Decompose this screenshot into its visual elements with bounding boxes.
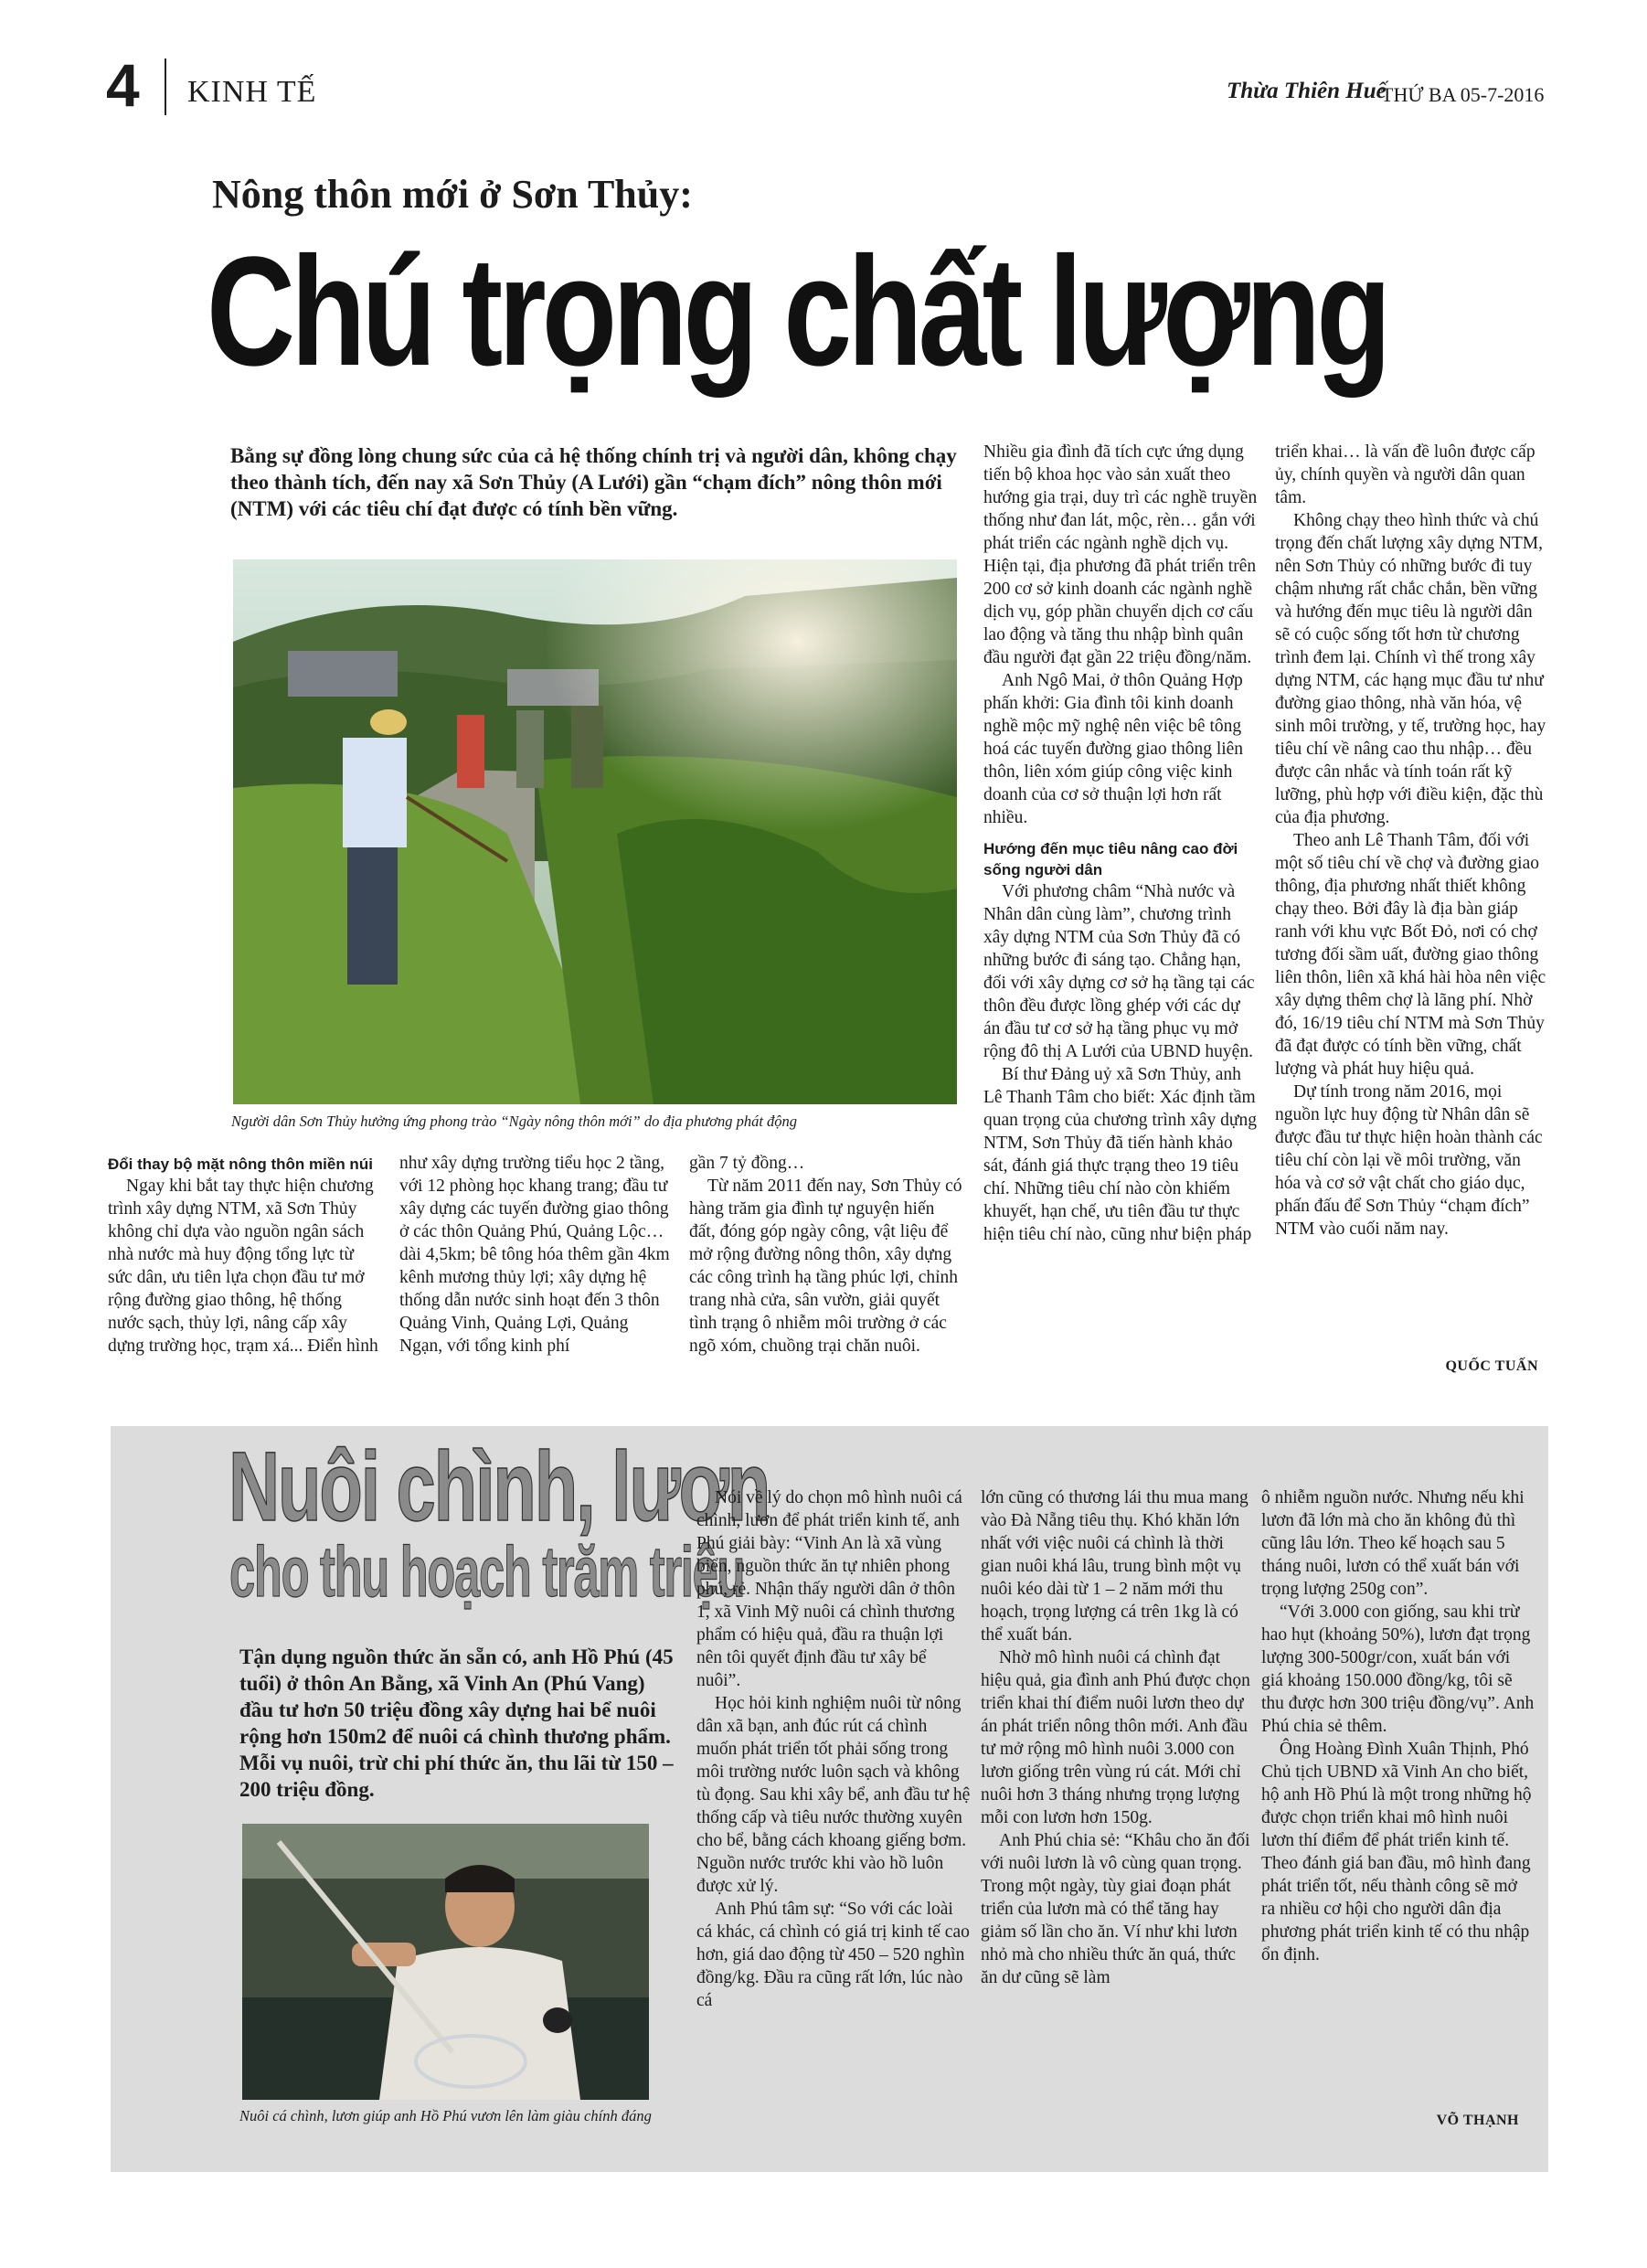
article1-paragraph: Theo anh Lê Thanh Tâm, đối với một số tiêu chí về chợ và đường giao thông, địa phương nhất thiết không chạy theo. Bởi đây là địa bàn giáp ranh với khu vực Bốt Đỏ, nơi có chợ tương đối sầm uất, đường giao thông liên thôn, liên xã khá hài hòa nên việc xây dựng thêm chợ là lãng phí. Nhờ đó, 16/19 tiêu chí NTM mà Sơn Thủy đã đạt được có tính bền vững, chất lượng và phát huy hiệu quả.: [1275, 831, 1546, 1079]
article1-subhead-2: Hướng đến mục tiêu nâng cao đời sống người dân: [983, 840, 1238, 878]
article2-paragraph: lớn cũng có thương lái thu mua mang vào Đà Nẵng tiêu thụ. Khó khăn lớn nhất với việc nuôi cá chình là thời gian nuôi khá lâu, trung bình một vụ nuôi kéo dài từ 1 – 2 năm mới thu hoạch, trọng lượng cá trên 1kg là có thể xuất bán.: [981, 1488, 1249, 1645]
article1-paragraph: Dự tính trong năm 2016, mọi nguồn lực huy động từ Nhân dân sẽ được đầu tư thực hiện hoàn thành các tiêu chí còn lại về môi trường, văn hóa và cơ sở vật chất cho giáo dục, phấn đấu để Sơn Thủy “chạm đích” NTM vào cuối năm nay.: [1275, 1082, 1543, 1239]
article1-paragraph: gần 7 tỷ đồng…: [689, 1154, 805, 1173]
article1-lead: Bằng sự đồng lòng chung sức của cả hệ thống chính trị và người dân, không chạy theo thành tích, đến nay xã Sơn Thủy (A Lưới) gần “chạm đích” nông thôn mới (NTM) với các tiêu chí đạt được có tính bền vững.: [230, 444, 957, 520]
eel-farmer-image: [242, 1824, 649, 2100]
article2-paragraph: Anh Phú tâm sự: “So với các loài cá khác, cá chình có giá trị kinh tế cao hơn, giá dao động từ 450 – 520 nghìn đồng/kg. Đầu ra cũng rất lớn, lúc nào cá: [696, 1900, 970, 2010]
article1-paragraph: Anh Ngô Mai, ở thôn Quảng Hợp phấn khởi: Gia đình tôi kinh doanh nghề mộc mỹ nghệ nên việc bê tông hoá các tuyến đường giao thông liên thôn, liên xóm giúp công việc kinh doanh của cơ sở thuận lợi hơn rất nhiều.: [983, 671, 1244, 827]
article1-paragraph: triển khai… là vấn đề luôn được cấp ủy, chính quyền và người dân quan tâm.: [1275, 442, 1535, 507]
article1-paragraph: Không chạy theo hình thức và chú trọng đến chất lượng xây dựng NTM, nên Sơn Thủy có những bước đi tuy chậm nhưng rất chắc chắn, bền vững và hướng đến mục tiêu là người dân sẽ có cuộc sống tốt hơn từ chương trình đem lại. Chính vì thế trong xây dựng NTM, các hạng mục đầu tư như đường giao thông, nhà văn hóa, vệ sinh môi trường, y tế, trường học, hay tiêu chí về nâng cao thu nhập… đều được cân nhắc và tính toán rất kỹ lưỡng, phù hợp với điều kiện, đặc thù của địa phương.: [1275, 511, 1546, 827]
article1-photo-caption: Người dân Sơn Thủy hưởng ứng phong trào “Ngày nông thôn mới” do địa phương phát động: [231, 1113, 798, 1130]
article1-byline: QUỐC TUẤN: [1445, 1358, 1538, 1374]
article1-paragraph: như xây dựng trường tiểu học 2 tầng, với 12 phòng học khang trang; đầu tư xây dựng các tuyến đường giao thông ở các thôn Quảng Phú, Quảng Lộc… dài 4,5km; bê tông hóa thêm gần 4km kênh mương thủy lợi; xây dựng hệ thống dẫn nước sinh hoạt đến 3 thôn Quảng Vinh, Quảng Lợi, Quảng Ngạn, với tổng kinh phí: [399, 1154, 670, 1356]
article1-paragraph: Bí thư Đảng uỷ xã Sơn Thủy, anh Lê Thanh Tâm cho biết: Xác định tầm quan trọng của chương trình xây dựng NTM, Sơn Thủy đã tiến hành khảo sát, đánh giá thực trạng theo 19 tiêu chí. Những tiêu chí nào còn khiếm khuyết, hạn chế, ưu tiên đầu tư thực hiện tiêu chí nào, cũng như biện pháp: [983, 1065, 1257, 1244]
article2-photo: [242, 1824, 649, 2100]
article1-column-5: [1275, 441, 1549, 1240]
header-divider: [165, 59, 166, 115]
article1-paragraph: Từ năm 2011 đến nay, Sơn Thủy có hàng trăm gia đình tự nguyện hiến đất, đóng góp ngày công, vật liệu để mở rộng đường nông thôn, xây dựng các công trình hạ tầng phúc lợi, chỉnh trang nhà cửa, sân vườn, giải quyết tình trạng ô nhiễm môi trường ở các ngõ xóm, chuồng trại chăn nuôi.: [689, 1177, 962, 1356]
article1-kicker: Nông thôn mới ở Sơn Thủy:: [212, 172, 693, 217]
article2-column-3: [1261, 1486, 1535, 1966]
article2-lead: Tận dụng nguồn thức ăn sẵn có, anh Hồ Phú (45 tuổi) ở thôn An Bằng, xã Vinh An (Phú Vang) đầu tư hơn 50 triệu đồng xây dựng hai bể nuôi rộng hơn 150m2 để nuôi cá chình thương phẩm. Mỗi vụ nuôi, trừ chi phí thức ăn, thu lãi từ 150 – 200 triệu đồng.: [239, 1645, 674, 1801]
article2-photo-caption: Nuôi cá chình, lươn giúp anh Hồ Phú vươn lên làm giàu chính đáng: [239, 2107, 652, 2124]
article2-paragraph: Nhờ mô hình nuôi cá chình đạt hiệu quả, gia đình anh Phú được chọn triển khai thí điểm nuôi lươn theo dự án phát triển nông thôn mới. Anh đầu tư mở rộng mô hình nuôi 3.000 con lươn giống trên vùng rú cát. Mới chỉ nuôi hơn 3 tháng nhưng trọng lượng mỗi con lươn hơn 150g.: [981, 1648, 1250, 1827]
article1-paragraph: Nhiều gia đình đã tích cực ứng dụng tiến bộ khoa học vào sản xuất theo hướng gia trại, duy trì các nghề truyền thống như đan lát, mộc, rèn… gắn với phát triển các ngành nghề dịch vụ. Hiện tại, địa phương đã phát triển trên 200 cơ sở kinh doanh các ngành nghề dịch vụ, góp phần chuyển dịch cơ cấu lao động và tăng thu nhập bình quân đầu người đạt gần 22 triệu đồng/năm.: [983, 442, 1258, 667]
article2-paragraph: Học hỏi kinh nghiệm nuôi từ nông dân xã bạn, anh đúc rút cá chình muốn phát triển tốt phải sống trong môi trường nước luôn sạch và không tù đọng. Sau khi xây bể, anh đầu tư hệ thống cấp và tiêu nước thường xuyên cho bể, bằng cách khoang giếng bơm. Nguồn nước trước khi vào hồ luôn được xử lý.: [696, 1694, 971, 1896]
article2-paragraph: ô nhiễm nguồn nước. Nhưng nếu khi lươn đã lớn mà cho ăn không đủ thì cũng lâu lớn. Theo kế hoạch sau 5 tháng nuôi, lươn có thể xuất bán với trọng lượng 250g con”.: [1261, 1488, 1525, 1599]
article1-photo: [233, 559, 957, 1104]
issue-date: THỨ BA 05-7-2016: [1381, 83, 1545, 106]
section-name: KINH TẾ: [187, 75, 317, 109]
article1-column-4: [983, 441, 1258, 1246]
article2-headline-line2: cho thu hoạch trăm triệu: [229, 1531, 745, 1612]
page-number: 4: [106, 51, 140, 119]
article2-byline: VÕ THẠNH: [1436, 2113, 1519, 2128]
article2-column-2: [981, 1486, 1255, 1989]
article1-paragraph: Ngay khi bắt tay thực hiện chương trình xây dựng NTM, xã Sơn Thủy không chỉ dựa vào nguồn ngân sách nhà nước mà huy động tổng lực từ sức dân, ưu tiên lựa chọn đầu tư mở rộng đường giao thông, hệ thống nước sạch, thủy lợi, nâng cấp xây dựng trường học, trạm xá... Điển hình: [108, 1177, 378, 1356]
article2-paragraph: Ông Hoàng Đình Xuân Thịnh, Phó Chủ tịch UBND xã Vinh An cho biết, hộ anh Hồ Phú là một trong những hộ được chọn triển khai mô hình nuôi lươn thí điểm để phát triển kinh tế. Theo đánh giá ban đầu, mô hình đang phát triển tốt, nếu thành công sẽ mở ra nhiều cơ hội cho người dân địa phương phát triển kinh tế có thu nhập ổn định.: [1261, 1740, 1532, 1965]
villagers-clearing-road-image: [233, 559, 957, 1104]
page-header: [0, 0, 1647, 119]
article1-subhead-1: Đổi thay bộ mặt nông thôn miền núi: [108, 1155, 373, 1173]
article1-column-2: [399, 1152, 672, 1358]
article2-paragraph: “Với 3.000 con giống, sau khi trừ hao hụt (khoảng 50%), lươn đạt trọng lượng 300-500gr/con, xuất bán với giá khoảng 150.000 đồng/kg, tôi sẽ thu được hơn 300 triệu đồng/vụ”. Anh Phú chia sẻ thêm.: [1261, 1603, 1535, 1736]
article2-paragraph: Nói về lý do chọn mô hình nuôi cá chình, lươn để phát triển kinh tế, anh Phú giải bày: “Vinh An là xã vùng biển, nguồn thức ăn tự nhiên phong phú, rẻ. Nhận thấy người dân ở thôn 1, xã Vinh Mỹ nuôi cá chình thương phẩm có hiệu quả, đầu ra thuận lợi nên tôi quyết định đầu tư xây bể nuôi”.: [696, 1488, 962, 1690]
article1-headline: Chú trọng chất lượng: [207, 225, 1387, 399]
paper-name: Thừa Thiên Huế: [1227, 79, 1387, 103]
article1-column-1: [108, 1154, 382, 1358]
article2-paragraph: Anh Phú chia sẻ: “Khâu cho ăn đối với nuôi lươn là vô cùng quan trọng. Trong một ngày, tùy giai đoạn phát triển của lươn mà có thể tăng hay giảm số lần cho ăn. Ví như khi lươn nhỏ mà cho nhiều thức ăn quá, thức ăn dư cũng sẽ làm: [981, 1831, 1250, 1987]
article2-headline-line1: Nuôi chình, lươn: [228, 1431, 770, 1541]
article2-column-1: [696, 1486, 971, 2012]
article1-paragraph: Với phương châm “Nhà nước và Nhân dân cùng làm”, chương trình xây dựng NTM của Sơn Thủy đã có những bước đi sáng tạo. Chẳng hạn, đối với xây dựng cơ sở hạ tầng tại các thôn đều được lồng ghép với các dự án đầu tư cơ sở hạ tầng phục vụ mở rộng đô thị A Lưới của UBND huyện.: [983, 882, 1255, 1061]
article1-column-3: [689, 1152, 963, 1358]
